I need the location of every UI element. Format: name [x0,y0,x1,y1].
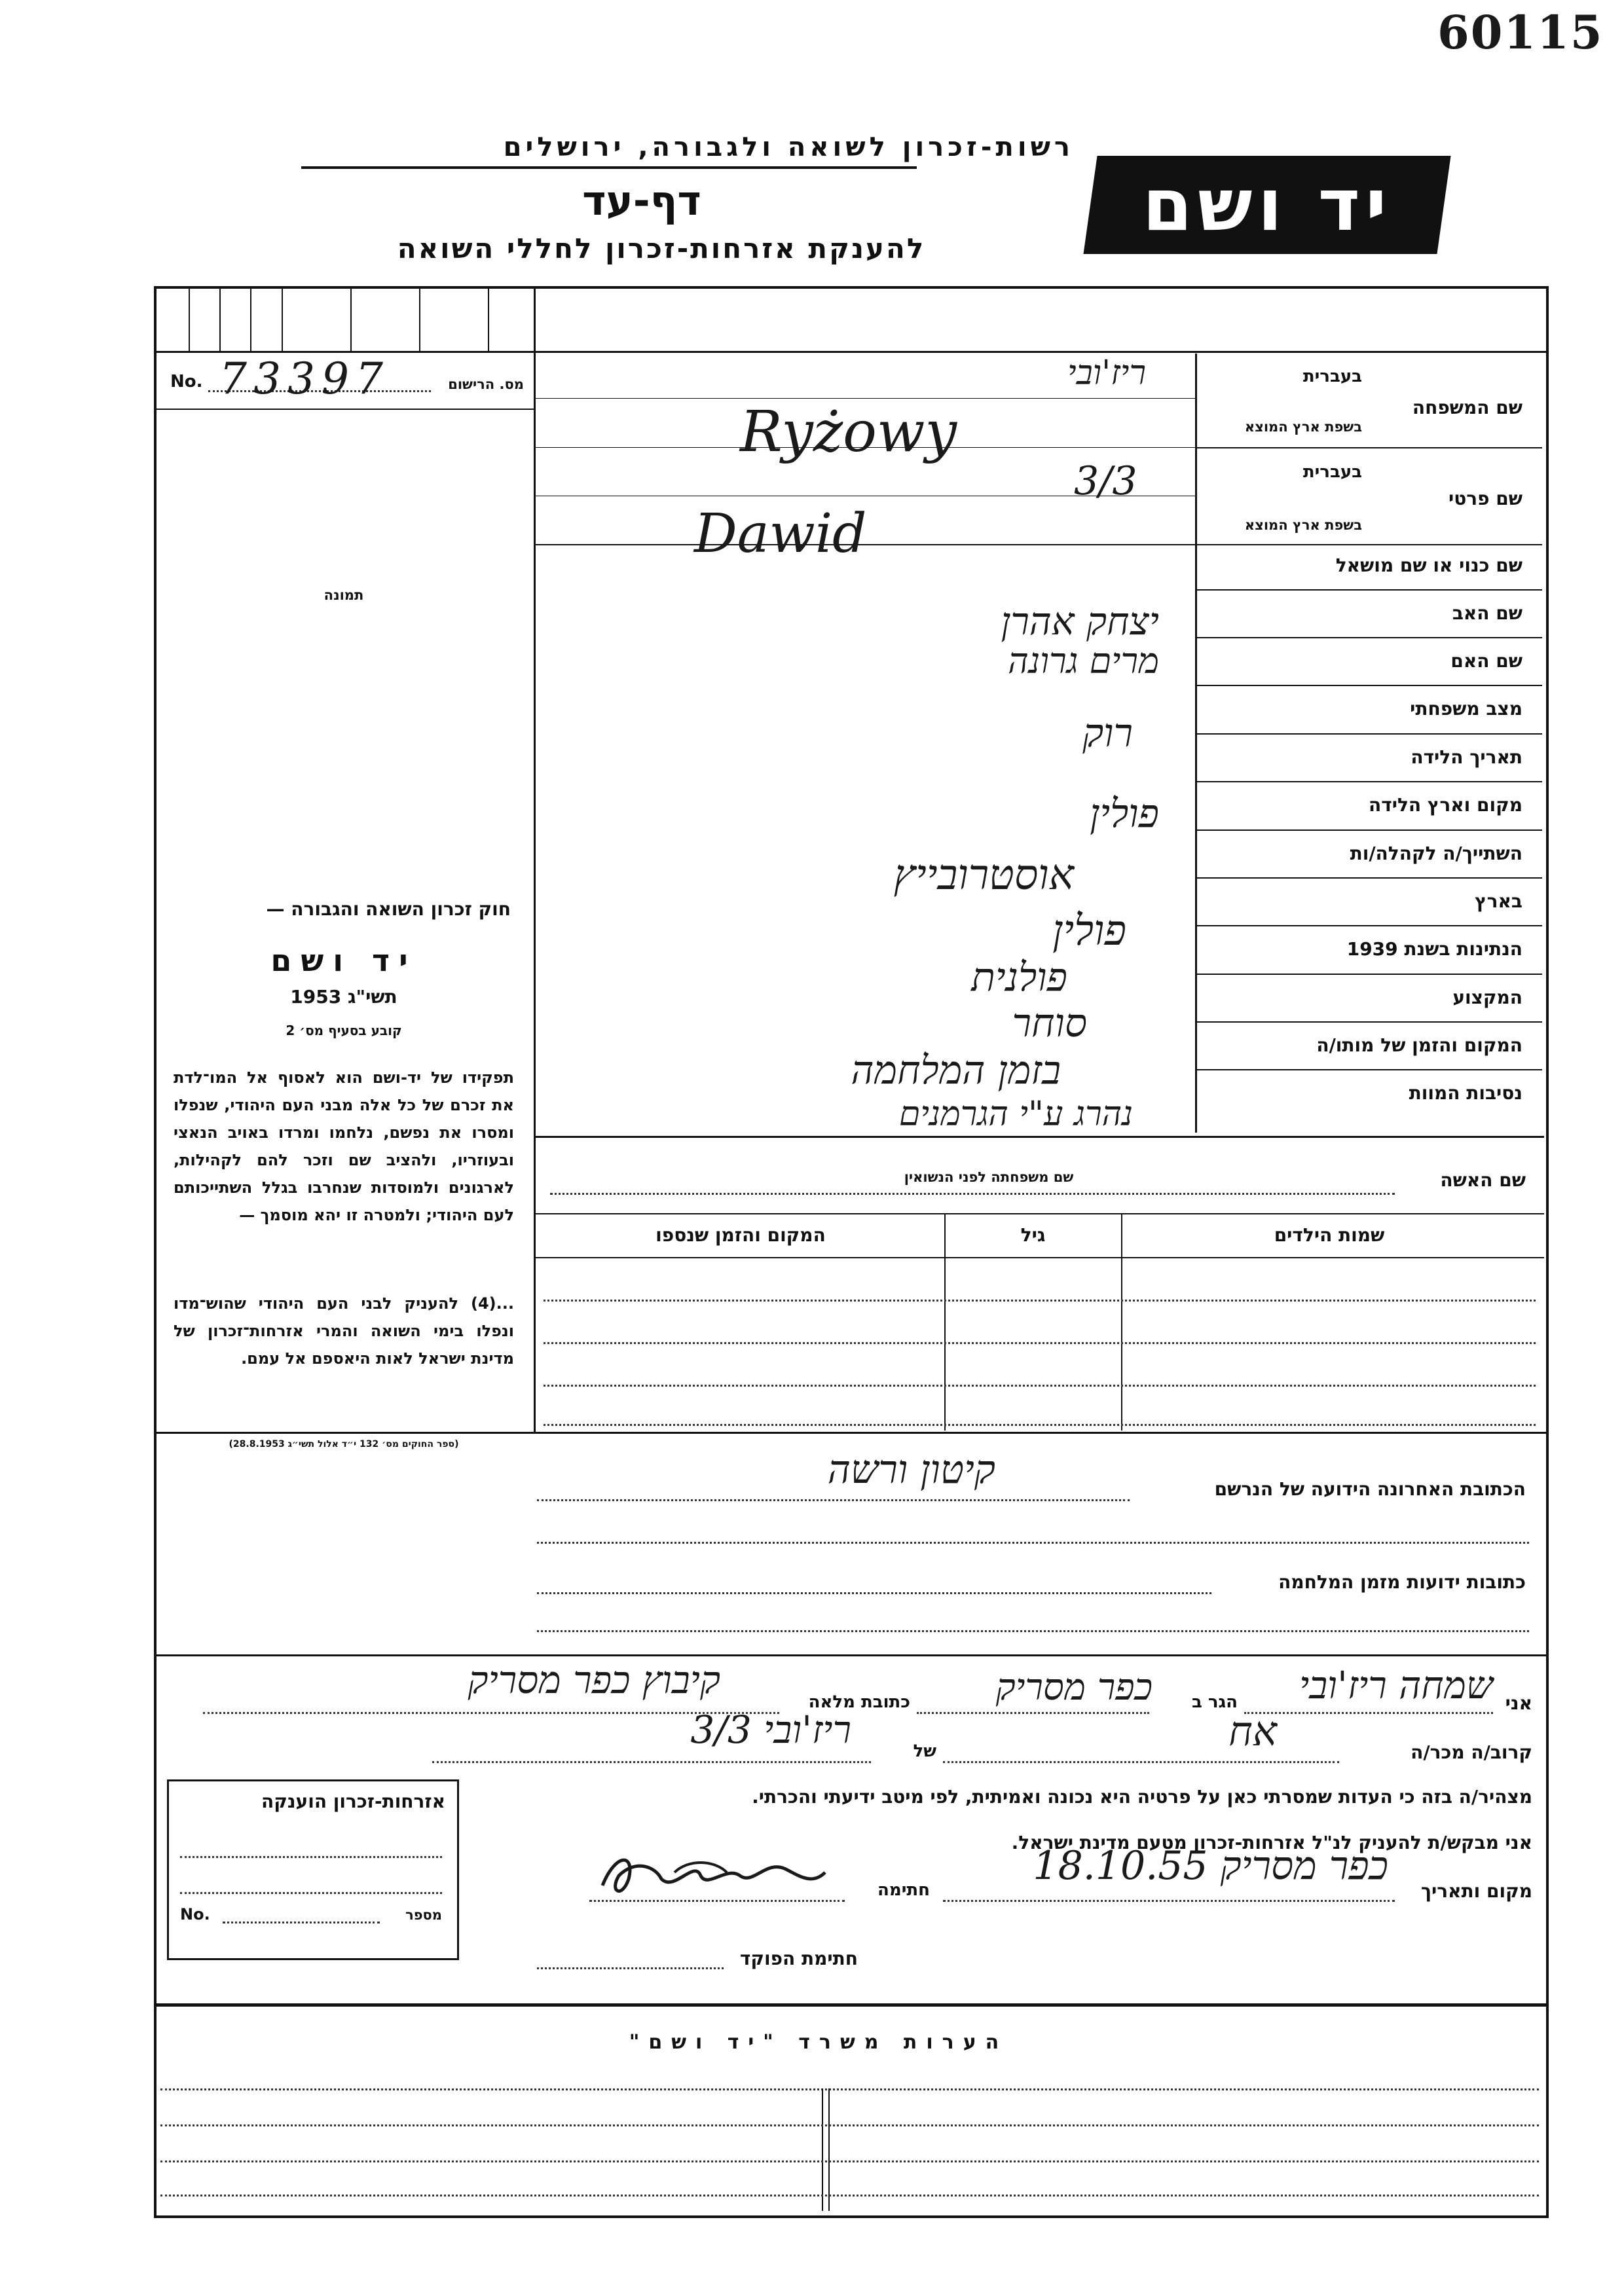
row-line [1195,685,1542,686]
firstname-native-value: Dawid [694,503,867,565]
relation-value: אח [1228,1707,1277,1755]
citizenship-value: פולנית [971,955,1067,1000]
photo-label: תמונה [323,587,364,603]
label-column-divider [1195,354,1197,1133]
father-label: שם האב [1452,602,1522,624]
declarant-name: שמחה ריז'ובי [1299,1663,1493,1707]
declarant-name-line [1244,1712,1493,1714]
row-line [1195,781,1542,782]
place-date-line [943,1900,1395,1902]
resides-label: הגר ב [1191,1692,1238,1712]
father-value: יצחק אהרן [1001,599,1159,644]
row-line [536,544,1542,545]
strip-cell-divider [419,286,420,352]
place-date-value: כפר מסריק 18.10.55 [1033,1843,1388,1889]
birthplace-label: מקום וארץ הלידה [1369,794,1522,816]
children-place-header: המקום והזמן שנספו [655,1224,826,1246]
children-row-line [544,1342,1536,1344]
row-line [1195,829,1542,831]
row-line [1195,877,1542,879]
office-line [160,2195,1539,2196]
corner-number: 60115 [1437,5,1604,60]
of-line [432,1761,871,1763]
address-value: קיבוץ כפר מסריק [468,1658,720,1702]
registration-no-label: No. [170,372,203,392]
relation-label: קרוב/ה מכר/ה [1411,1741,1532,1763]
address-label: כתובת מלאה [808,1692,910,1712]
of-label: של [913,1741,936,1761]
form-subtitle: להענקת אזרחות-זכרון לחללי השואה [397,232,926,264]
wife-maiden-label: שם משפחתה לפני הנשואין [851,1169,1126,1185]
yad-vashem-logo [1083,156,1450,254]
address-extra-line [537,1542,1529,1544]
office-line [160,2088,1539,2090]
logo-text: יד ושם [1142,163,1392,247]
write-line [536,398,1195,399]
last-address-label: הכתובת האחרונה הידועה של הנרשם [1214,1478,1526,1500]
cert-no-line [223,1922,380,1923]
last-address-line [537,1499,1130,1501]
mother-value: מרים גרונה [1008,640,1159,682]
children-col-divider [1121,1214,1122,1430]
death-label: המקום והזמן של מותו/ה [1316,1034,1522,1056]
cert-box-line [180,1892,442,1894]
relation-line [943,1761,1339,1763]
registration-label: מס. הרישום [448,376,524,392]
row-line [1195,447,1542,448]
request-text: אני מבקש/ת להעניק לנ"ל אזרחות-זכרון מטעם מדינת ישראל. [1011,1832,1532,1853]
office-column-divider [828,2088,830,2211]
children-row-line [544,1385,1536,1387]
resides-value: כפר מסריק [995,1666,1153,1709]
children-age-header: גיל [1020,1224,1046,1246]
marital-value: רוק [1082,710,1133,756]
community-value: אוסטרובייץ [893,851,1074,900]
children-names-header: שמות הילדים [1274,1224,1385,1246]
row-line [1195,974,1542,975]
law-name: יד ושם [270,943,417,978]
law-clause: קובע בסעיף מס׳ 2 [286,1023,402,1038]
authority-underline [301,166,917,169]
law-heading: חוק זכרון השואה והגבורה — [266,898,511,920]
form-title: דף-עד [582,177,701,225]
law-citation: (ספר החוקים מס׳ 132 י״ד אלול תשי״ג 28.8.1953) [229,1439,459,1449]
registration-bottom-line [154,409,536,410]
row-line [1195,925,1542,926]
authority-line: רשות-זכרון לשואה ולגבורה, ירושלים [503,132,1074,162]
cert-number-label: מספר [405,1907,442,1923]
surname-native-value: Ryżowy [740,399,957,465]
death-value: בזמן המלחמה [851,1048,1061,1093]
row-line [1195,637,1542,638]
law-body-clause-4: ...(4) להעניק לבני העם היהודי שהוש־מדו ונפלו בימי השואה והמרי אזרחות־זכרון של מדינת ישראל לאות היאספם אל עמם. [174,1294,514,1368]
office-column-divider [822,2088,823,2211]
registration-number: 73397 [219,354,390,404]
war-address-label: כתובות ידועות מזמן המלחמה [1278,1571,1526,1593]
row-line [1195,1021,1542,1023]
last-address-value: קיטון ורשה [827,1447,995,1493]
cert-box-line [180,1856,442,1858]
birthplace-value: פולין [1090,791,1159,837]
mother-label: שם האם [1450,650,1522,672]
firstname-hebrew-sublabel: בעברית [1302,462,1362,482]
declarant-signature [589,1840,838,1905]
children-row-line [544,1424,1536,1426]
firstname-native-sublabel: בשפת ארץ המוצא [1244,517,1362,533]
strip-cell-divider [250,286,251,352]
profession-label: המקצוע [1452,987,1522,1008]
law-year: תשי"ג 1953 [290,986,397,1008]
row-line [1195,733,1542,735]
strip-cell-divider [219,286,221,352]
surname-hebrew-sublabel: בעברית [1302,367,1362,386]
firstname-mark: 3/3 [1074,458,1137,504]
surname-label: שם המשפחה [1412,397,1522,418]
country-value: פולין [1052,907,1126,955]
death-circumstances-value: נהרג ע"י הגרמנים [898,1095,1133,1134]
citizenship-label: הנתינות בשנת 1939 [1346,938,1522,960]
place-date-label: מקום ותאריך [1420,1880,1532,1902]
wife-line [550,1193,1395,1195]
strip-cell-divider [282,286,283,352]
signature-label: חתימה [877,1880,930,1900]
cert-no-label: No. [180,1905,210,1923]
nickname-label: שם כנוי או שם מושאל [1335,555,1522,576]
strip-cell-divider [350,286,352,352]
death-circumstances-label: נסיבות המוות [1409,1082,1522,1104]
row-line [536,1213,1544,1214]
citizenship-granted-title: אזרחות-זכרון הוענקה [261,1791,445,1812]
row-line [536,1136,1544,1138]
row-line [1195,589,1542,591]
children-bottom-line [154,1432,1546,1434]
strip-cell-divider [189,286,190,352]
firstname-label: שם פרטי [1448,488,1522,509]
office-line [160,2124,1539,2126]
of-value: ריז'ובי 3/3 [690,1707,851,1752]
surname-hebrew-value: ריז'ובי [1067,354,1146,393]
section-divider [154,1654,1546,1656]
law-body: תפקידו של יד-ושם הוא לאסוף אל המו־לדת את זכרם של כל אלה מבני העם היהודי, שנפלו ומסרו את נפשם, נלחמו ומרדו באויב הנאצי ובעוזריו, ולהציב שם וזכר להם לקהילות, לארגונים ולמוסדות שנחרבו בגלל השתייכותם לעם היהודי; ולמטרה זו יהא מוסמך — [174,1068,514,1224]
children-row-line [544,1300,1536,1302]
wife-label: שם האשה [1440,1169,1526,1191]
children-header-line [536,1257,1544,1258]
children-col-divider [944,1214,946,1430]
profession-value: סוחר [1012,1000,1087,1046]
declaration-text: מצהיר/ה בזה כי העדות שמסרתי כאן על פרטיה היא נכונה ואמיתית, לפי מיטב ידיעתי והכרתי. [752,1786,1532,1808]
office-remarks-title: הערות משרד "יד ושם" [629,2031,1008,2054]
top-strip-line [154,351,1546,353]
office-line [160,2160,1539,2162]
country-label: בארץ [1475,890,1522,912]
left-column-divider [534,286,536,1432]
officer-signature-label: חתימת הפוקד [739,1948,858,1969]
officer-signature-line [537,1967,724,1969]
war-address-line-2 [537,1630,1529,1632]
declarant-i-label: אני [1505,1692,1532,1714]
community-label: השתייך/ה לקהלה/ות [1350,843,1522,864]
row-line [1195,1069,1542,1070]
marital-label: מצב משפחתי [1410,698,1522,720]
office-section-divider [154,2003,1546,2007]
birthdate-label: תאריך הלידה [1411,746,1522,768]
surname-native-sublabel: בשפת ארץ המוצא [1244,419,1362,435]
strip-cell-divider [488,286,489,352]
war-address-line [537,1592,1211,1594]
